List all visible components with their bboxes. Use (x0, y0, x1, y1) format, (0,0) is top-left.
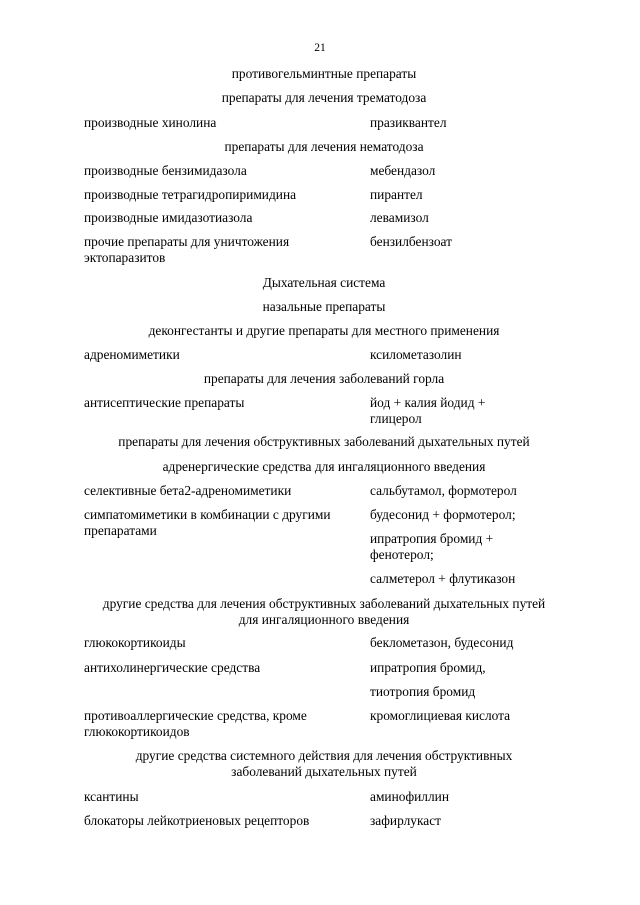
group-name: производные имидазотиазола (84, 210, 253, 225)
drug-name: пирантел (370, 187, 423, 202)
drug-name: беклометазон, будесонид (370, 635, 514, 650)
drug-name: кромоглициевая кислота (370, 708, 511, 723)
subsection-heading-systemic: другие средства системного действия для лечения обструктивных заболеваний дыхательных путей (135, 748, 513, 779)
group-name: адреномиметики (84, 347, 180, 362)
group-name: прочие препараты для уничтожения эктопаразитов (84, 234, 290, 265)
subsection-heading-nasal: назальные препараты (262, 299, 386, 314)
group-name: производные хинолина (84, 115, 217, 130)
group-name: производные бензимидазола (84, 163, 247, 178)
drug-name: зафирлукаст (370, 813, 442, 828)
group-name: селективные бета2-адреномиметики (84, 483, 292, 498)
group-name: антихолинергические средства (84, 660, 261, 675)
drug-name: мебендазол (370, 163, 436, 178)
subsection-heading-adrenergic-inhalation: адренергические средства для ингаляционного введения (162, 459, 486, 474)
drug-name: левамизол (370, 210, 429, 225)
section-heading-anthelmintics: противогельминтные препараты (231, 66, 417, 81)
drug-name: бензилбензоат (370, 234, 452, 249)
drug-name: будесонид + формотерол; (370, 507, 516, 522)
subsection-heading-other-inhalation: другие средства для лечения обструктивных заболеваний дыхательных путей для ингаляционного введения (102, 596, 546, 627)
subsection-heading-trematodes: препараты для лечения трематодоза (221, 90, 427, 105)
section-heading-respiratory-system: Дыхательная система (262, 275, 386, 290)
group-name: симпатомиметики в комбинации с другими препаратами (84, 507, 331, 538)
drug-name: ксилометазолин (370, 347, 462, 362)
drug-name: празиквантел (370, 115, 447, 130)
group-name: антисептические препараты (84, 395, 245, 410)
drug-name: ипратропия бромид + фенотерол; (370, 531, 494, 562)
group-name: ксантины (84, 789, 139, 804)
subsection-heading-nematodes: препараты для лечения нематодоза (224, 139, 424, 154)
drug-name: аминофиллин (370, 789, 449, 804)
drug-name: тиотропия бромид (370, 684, 476, 699)
drug-name: ипратропия бромид, (370, 660, 486, 675)
page-number: 21 (314, 42, 326, 54)
subsection-heading-decongestants: деконгестанты и другие препараты для местного применения (148, 323, 500, 338)
drug-name: йод + калия йодид + глицерол (370, 395, 486, 426)
drug-name: сальбутамол, формотерол (370, 483, 517, 498)
group-name: глюкокортикоиды (84, 635, 186, 650)
group-name: противоаллергические средства, кроме глюкокортикоидов (84, 708, 307, 739)
group-name: блокаторы лейкотриеновых рецепторов (84, 813, 310, 828)
subsection-heading-obstructive: препараты для лечения обструктивных заболеваний дыхательных путей (118, 434, 530, 449)
drug-name: салметерол + флутиказон (370, 571, 516, 586)
subsection-heading-throat: препараты для лечения заболеваний горла (203, 371, 445, 386)
group-name: производные тетрагидропиримидина (84, 187, 297, 202)
